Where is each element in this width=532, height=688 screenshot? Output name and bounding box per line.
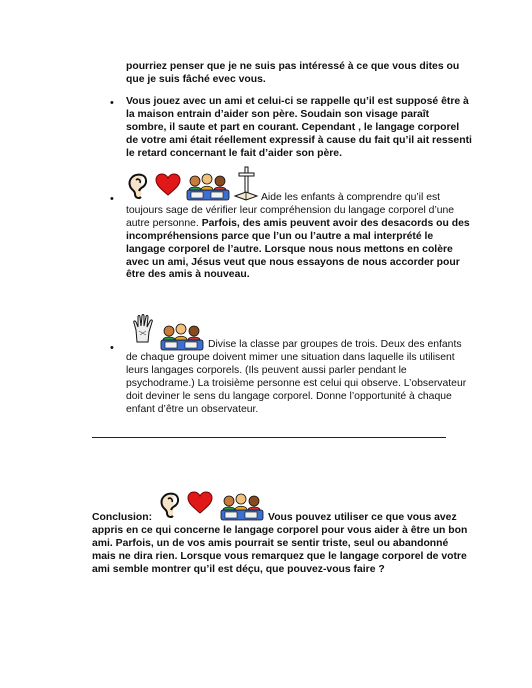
intro-paragraph: [126, 61, 470, 87]
bullet-paragraph-1: [126, 96, 472, 161]
intro-text: pourriez penser que je ne suis pas intéressé à ce que vous dites ou que je suis fâché evec vous.: [126, 61, 460, 85]
bullet-1-text: Vous jouez avec un ami et celui-ci se rappelle qu’il est supposé être à la maison entrain d’aider son père. Soudain son visage paraît sombre, il saute et part en courant. Cependant , le langage corporel de votre ami était réellement expressif à cause du fait qu’il ait ressenti le retard concernant le fait d’aider son père.: [126, 96, 472, 159]
bullet-3-text: Divise la classe par groupes de trois. Deux des enfants de chaque groupe doivent mimer une situation dans laquelle ils utilisent leurs langages corporels. (Ils peuvent aussi parler pendant le psychodrame.) La troisième personne est celui qui observe. L’observateur doit deviner le sens du langage corporel. Donne l’opportunité à chaque enfant d’être un observateur.: [126, 339, 467, 415]
conclusion-label: Conclusion:: [92, 512, 153, 523]
bullet-2-text-normal: Aide les enfants à comprendre qu’il est toujours sage de vérifier leur compréhension du langage corporel d’une autre personne.: [126, 192, 455, 229]
bullet-marker-2: •: [110, 193, 114, 205]
bullet-paragraph-3: [126, 339, 472, 416]
bullet-paragraph-2: [126, 192, 472, 282]
bullet-marker-1: •: [110, 97, 114, 109]
horizontal-divider: [92, 437, 446, 438]
conclusion-paragraph: [92, 512, 470, 577]
bullet-2-text-bold: Parfois, des amis peuvent avoir des desacords ou des incompréhensions parce que l’un ou l’autre a mal interprété le langage corporel de l’autre. Lorsque nous nous mettons en colère avec un ami, Jésus veut que nous essayons de nous accorder pour être des amis à nouveau.: [126, 217, 470, 281]
bullet-marker-3: •: [110, 342, 114, 354]
conclusion-text: Vous pouvez utiliser ce que vous avez appris en ce qui concerne le langage corporel pour vous aider à être un bon ami. Parfois, un de vos amis pourrait se sentir triste, seul ou abandonné mais ne dira rien. Lorsque vous remarquez que le langage corporel de votre ami semble montrer qu’il est déçu, que pouvez-vous faire ?: [92, 512, 468, 575]
